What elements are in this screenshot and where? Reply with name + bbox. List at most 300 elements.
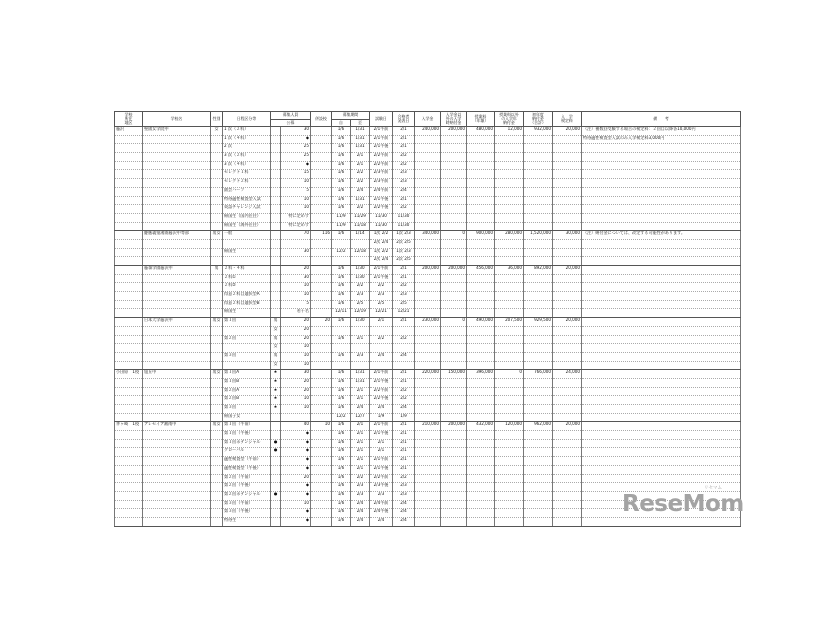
cell-region — [115, 335, 143, 344]
cell-tuition — [467, 274, 495, 283]
cell-school — [143, 500, 211, 509]
cell-sex-mark — [271, 231, 281, 240]
cell-period-to: 2/3 — [351, 491, 370, 500]
cell-exam-date: 2/2午前 — [370, 153, 393, 162]
cell-tuition-other — [495, 387, 524, 396]
cell-recruit-public: 10 — [281, 196, 311, 205]
cell-exam-fee — [553, 326, 582, 335]
cell-sex-mark — [271, 283, 281, 292]
cell-first-year — [524, 352, 553, 361]
cell-tuition — [467, 257, 495, 266]
cell-tuition-other: 120,000 — [495, 422, 524, 431]
cell-period-from: 1/6 — [332, 266, 351, 275]
table-row — [115, 213, 741, 222]
cell-announce: 2次 2/5 — [393, 239, 415, 248]
cell-region — [115, 500, 143, 509]
cell-exam-type — [223, 239, 271, 248]
cell-admission-fee — [415, 274, 441, 283]
cell-admission-fee — [415, 457, 441, 466]
cell-notes — [582, 153, 741, 162]
cell-recruit-combined — [311, 170, 332, 179]
cell-tuition-other — [495, 326, 524, 335]
table-row — [115, 239, 741, 248]
cell-other-fee — [441, 500, 467, 509]
cell-exam-fee: 30,000 — [553, 231, 582, 240]
cell-exam-type: 3 次（２科） — [223, 153, 271, 162]
cell-admission-fee — [415, 222, 441, 231]
cell-exam-date: 2/1 — [370, 448, 393, 457]
cell-admission-fee — [415, 465, 441, 474]
cell-announce: 2/3 — [393, 170, 415, 179]
cell-sex-mark — [271, 257, 281, 266]
cell-tuition — [467, 378, 495, 387]
cell-announce: 1次 2/3 — [393, 248, 415, 257]
cell-announce: 2/2 — [393, 396, 415, 405]
cell-exam-fee — [553, 344, 582, 353]
cell-recruit-public: 若干名 — [281, 309, 311, 318]
cell-recruit-combined — [311, 144, 332, 153]
cell-gender — [211, 187, 223, 196]
cell-tuition-other — [495, 361, 524, 370]
cell-region — [115, 474, 143, 483]
cell-notes — [582, 335, 741, 344]
cell-period-to: 1/30 — [351, 274, 370, 283]
cell-exam-type: セレクト１科 — [223, 170, 271, 179]
cell-first-year — [524, 405, 553, 414]
cell-sex-mark — [271, 517, 281, 526]
cell-recruit-public: 70 — [281, 231, 311, 240]
cell-recruit-combined — [311, 283, 332, 292]
cell-tuition — [467, 326, 495, 335]
cell-exam-type: 帰国生 — [223, 309, 271, 318]
cell-exam-date: 2/1午後 — [370, 274, 393, 283]
cell-tuition: 490,000 — [467, 318, 495, 327]
cell-gender — [211, 205, 223, 214]
cell-tuition — [467, 344, 495, 353]
cell-recruit-public: 20 — [281, 378, 311, 387]
cell-announce: 2/5 — [393, 300, 415, 309]
cell-admission-fee — [415, 378, 441, 387]
cell-period-to: 1/31 — [351, 135, 370, 144]
cell-period-from — [332, 257, 351, 266]
cell-admission-fee: 340,000 — [415, 231, 441, 240]
cell-period-to: 1/14 — [351, 231, 370, 240]
cell-exam-date: 2/1午後 — [370, 465, 393, 474]
cell-exam-fee — [553, 500, 582, 509]
cell-period-to: 12/18 — [351, 248, 370, 257]
cell-period-from: 1/6 — [332, 378, 351, 387]
header-tuition: 授業料 （年額） — [467, 112, 495, 127]
cell-period-to: 1/31 — [351, 127, 370, 136]
cell-period-from: 1/6 — [332, 335, 351, 344]
cell-tuition: 900,000 — [467, 231, 495, 240]
cell-recruit-combined — [311, 335, 332, 344]
cell-period-to: 2/1 — [351, 422, 370, 431]
cell-recruit-public — [281, 239, 311, 248]
table-row — [115, 378, 741, 387]
cell-announce: 2/1 — [393, 127, 415, 136]
cell-admission-fee — [415, 335, 441, 344]
cell-recruit-public: 特に定めず — [281, 222, 311, 231]
cell-admission-fee — [415, 509, 441, 518]
cell-sex-mark — [271, 509, 281, 518]
cell-school — [143, 283, 211, 292]
cell-gender: 男女 — [211, 422, 223, 431]
cell-exam-fee — [553, 196, 582, 205]
cell-exam-fee — [553, 352, 582, 361]
cell-exam-type: 第１回A — [223, 370, 271, 379]
cell-exam-type: 2 次 — [223, 144, 271, 153]
cell-recruit-public: 30 — [281, 248, 311, 257]
cell-recruit-combined — [311, 396, 332, 405]
table-row — [115, 222, 741, 231]
cell-exam-fee — [553, 439, 582, 448]
cell-recruit-combined — [311, 266, 332, 275]
cell-gender — [211, 153, 223, 162]
cell-exam-date: 2/1午前 — [370, 127, 393, 136]
cell-notes: （注）複数回受験する場合の検定料：２回目以降各10,000円 — [582, 127, 741, 136]
cell-first-year — [524, 170, 553, 179]
cell-tuition-other — [495, 413, 524, 422]
cell-announce: 2/1 — [393, 465, 415, 474]
cell-other-fee: 150,000 — [441, 370, 467, 379]
cell-region — [115, 300, 143, 309]
cell-sex-mark — [271, 196, 281, 205]
cell-period-from: 1/6 — [332, 231, 351, 240]
cell-exam-date: 2次 2/4 — [370, 239, 393, 248]
cell-exam-fee — [553, 292, 582, 301]
cell-tuition-other — [495, 283, 524, 292]
table-header — [115, 112, 741, 127]
cell-exam-type: 第１回B — [223, 378, 271, 387]
cell-tuition — [467, 431, 495, 440]
cell-sex-mark — [271, 422, 281, 431]
cell-period-to: 2/1 — [351, 335, 370, 344]
cell-other-fee — [441, 135, 467, 144]
cell-gender — [211, 457, 223, 466]
cell-period-from: 1/6 — [332, 187, 351, 196]
cell-gender — [211, 179, 223, 188]
cell-announce: 1次 2/3 — [393, 231, 415, 240]
cell-school — [143, 517, 211, 526]
cell-other-fee — [441, 396, 467, 405]
cell-other-fee — [441, 413, 467, 422]
cell-gender — [211, 326, 223, 335]
cell-exam-date: 2/1午前 — [370, 422, 393, 431]
cell-recruit-public — [281, 257, 311, 266]
cell-school — [143, 213, 211, 222]
cell-exam-date: 2/2午前 — [370, 161, 393, 170]
cell-sex-mark — [271, 292, 281, 301]
cell-exam-type: 第３回（午前） — [223, 500, 271, 509]
cell-region — [115, 283, 143, 292]
table-row — [115, 474, 741, 483]
cell-region — [115, 361, 143, 370]
cell-other-fee — [441, 213, 467, 222]
header-admission-fee: 入学金 — [415, 112, 441, 127]
cell-announce: 2/2 — [393, 335, 415, 344]
cell-exam-date: 2/1午後 — [370, 431, 393, 440]
cell-school — [143, 387, 211, 396]
cell-recruit-public: 25 — [281, 153, 311, 162]
table-row — [115, 309, 741, 318]
cell-tuition-other — [495, 405, 524, 414]
cell-period-to: 2/1 — [351, 457, 370, 466]
cell-notes — [582, 396, 741, 405]
cell-period-to: 1/30 — [351, 266, 370, 275]
cell-admission-fee — [415, 387, 441, 396]
cell-notes — [582, 318, 741, 327]
cell-exam-fee — [553, 491, 582, 500]
cell-period-to: 2/1 — [351, 431, 370, 440]
cell-other-fee: 0 — [441, 231, 467, 240]
cell-period-to: 1/31 — [351, 144, 370, 153]
cell-exam-date: 2/4午前 — [370, 500, 393, 509]
cell-gender — [211, 283, 223, 292]
cell-exam-date: 2/3午前 — [370, 179, 393, 188]
cell-tuition — [467, 309, 495, 318]
logo-text: ReseMom — [622, 491, 744, 517]
cell-tuition — [467, 222, 495, 231]
cell-first-year — [524, 378, 553, 387]
cell-sex-mark: 男 — [271, 352, 281, 361]
cell-sex-mark — [271, 222, 281, 231]
admission-table-sheet — [114, 111, 720, 527]
cell-tuition — [467, 483, 495, 492]
cell-admission-fee — [415, 405, 441, 414]
cell-school — [143, 179, 211, 188]
cell-gender — [211, 361, 223, 370]
cell-first-year — [524, 309, 553, 318]
cell-region — [115, 387, 143, 396]
cell-notes — [582, 431, 741, 440]
cell-recruit-combined — [311, 344, 332, 353]
cell-first-year: 892,000 — [524, 266, 553, 275]
cell-notes — [582, 439, 741, 448]
cell-tuition-other: 280,000 — [495, 231, 524, 240]
header-first-year: 初年度 納付金 （合計） — [524, 112, 553, 127]
cell-exam-date: 2/2午後 — [370, 396, 393, 405]
cell-period-to: 2/2 — [351, 205, 370, 214]
cell-school — [143, 509, 211, 518]
cell-school — [143, 144, 211, 153]
cell-first-year — [524, 274, 553, 283]
cell-other-fee — [441, 326, 467, 335]
cell-tuition — [467, 161, 495, 170]
cell-sex-mark — [271, 135, 281, 144]
cell-other-fee — [441, 187, 467, 196]
cell-recruit-public: ◆ — [281, 509, 311, 518]
cell-exam-date: 1次 2/2 — [370, 231, 393, 240]
cell-announce: 2/1 — [393, 135, 415, 144]
cell-region — [115, 344, 143, 353]
cell-exam-fee — [553, 509, 582, 518]
cell-tuition: 432,000 — [467, 422, 495, 431]
cell-announce: 11/30 — [393, 222, 415, 231]
cell-exam-type: セレクト２科 — [223, 179, 271, 188]
cell-recruit-public: 5 — [281, 300, 311, 309]
cell-first-year — [524, 144, 553, 153]
cell-other-fee — [441, 170, 467, 179]
cell-exam-date — [370, 361, 393, 370]
cell-period-to: 2/2 — [351, 474, 370, 483]
cell-gender — [211, 213, 223, 222]
cell-first-year — [524, 205, 553, 214]
cell-recruit-combined — [311, 153, 332, 162]
cell-tuition-other — [495, 161, 524, 170]
cell-first-year: 929,500 — [524, 318, 553, 327]
cell-recruit-combined — [311, 474, 332, 483]
cell-school — [143, 170, 211, 179]
cell-exam-fee — [553, 335, 582, 344]
cell-exam-date: 2/1午後 — [370, 196, 393, 205]
cell-first-year — [524, 257, 553, 266]
cell-exam-date: 11/30 — [370, 222, 393, 231]
cell-period-to: 2/4 — [351, 500, 370, 509]
cell-school — [143, 153, 211, 162]
cell-other-fee — [441, 248, 467, 257]
cell-exam-type: 第３回（午後） — [223, 509, 271, 518]
cell-region — [115, 509, 143, 518]
header-notes: 備 考 — [582, 112, 741, 127]
cell-announce: 2/4 — [393, 517, 415, 526]
cell-announce: 2/2 — [393, 474, 415, 483]
header-period-group: 募集期間 — [332, 112, 370, 120]
cell-recruit-public: ◆ — [281, 439, 311, 448]
cell-tuition — [467, 439, 495, 448]
cell-period-from: 1/6 — [332, 448, 351, 457]
cell-first-year — [524, 344, 553, 353]
cell-period-from: 1/6 — [332, 205, 351, 214]
cell-other-fee — [441, 205, 467, 214]
cell-first-year — [524, 292, 553, 301]
cell-exam-type: 一般 — [223, 231, 271, 240]
cell-region — [115, 170, 143, 179]
cell-recruit-public: 5 — [281, 187, 311, 196]
table-row — [115, 231, 741, 240]
cell-school — [143, 257, 211, 266]
cell-recruit-combined — [311, 274, 332, 283]
cell-period-to — [351, 361, 370, 370]
cell-tuition — [467, 292, 495, 301]
cell-recruit-combined — [311, 431, 332, 440]
cell-announce: 2/1 — [393, 266, 415, 275]
cell-period-from: 1/6 — [332, 405, 351, 414]
cell-tuition — [467, 405, 495, 414]
cell-recruit-public: 30 — [281, 127, 311, 136]
cell-tuition — [467, 509, 495, 518]
cell-exam-fee — [553, 144, 582, 153]
cell-region — [115, 318, 143, 327]
cell-announce: 2/2 — [393, 283, 415, 292]
cell-exam-type: 適性検査型（午後） — [223, 465, 271, 474]
cell-sex-mark — [271, 300, 281, 309]
cell-sex-mark: ★ — [271, 405, 281, 414]
cell-other-fee — [441, 292, 467, 301]
cell-exam-fee — [553, 361, 582, 370]
cell-exam-fee — [553, 387, 582, 396]
cell-period-from: 1/6 — [332, 474, 351, 483]
cell-region — [115, 326, 143, 335]
cell-school — [143, 222, 211, 231]
cell-admission-fee — [415, 439, 441, 448]
cell-announce: 2/4 — [393, 500, 415, 509]
cell-notes — [582, 326, 741, 335]
cell-tuition-other — [495, 196, 524, 205]
cell-first-year — [524, 439, 553, 448]
header-announce: 合格者 発表日 — [393, 112, 415, 127]
cell-sex-mark: 女 — [271, 361, 281, 370]
cell-exam-fee — [553, 431, 582, 440]
cell-tuition — [467, 300, 495, 309]
cell-tuition-other — [495, 187, 524, 196]
cell-period-to: 11/18 — [351, 222, 370, 231]
cell-region — [115, 378, 143, 387]
table-row — [115, 370, 741, 379]
cell-notes — [582, 457, 741, 466]
cell-other-fee — [441, 144, 467, 153]
cell-first-year — [524, 361, 553, 370]
cell-exam-date — [370, 344, 393, 353]
cell-exam-type: 第２回 — [223, 335, 271, 344]
cell-tuition-other — [495, 274, 524, 283]
cell-exam-fee — [553, 474, 582, 483]
cell-period-from: 1/6 — [332, 318, 351, 327]
cell-exam-date: 2/4 — [370, 517, 393, 526]
cell-announce: 2/1 — [393, 457, 415, 466]
table-row — [115, 205, 741, 214]
cell-exam-type: 第２回A — [223, 387, 271, 396]
cell-sex-mark: ★ — [271, 370, 281, 379]
cell-sex-mark — [271, 239, 281, 248]
cell-recruit-combined — [311, 448, 332, 457]
cell-gender — [211, 161, 223, 170]
cell-period-from: 1/6 — [332, 517, 351, 526]
cell-school: 旭丘中 — [143, 370, 211, 379]
cell-recruit-public: ◆ — [281, 465, 311, 474]
cell-region — [115, 135, 143, 144]
cell-tuition — [467, 135, 495, 144]
cell-region — [115, 153, 143, 162]
cell-other-fee — [441, 274, 467, 283]
cell-period-to: 2/1 — [351, 439, 370, 448]
cell-gender — [211, 344, 223, 353]
cell-exam-date: 2/3 — [370, 292, 393, 301]
cell-first-year: 1,520,000 — [524, 231, 553, 240]
cell-announce: 2次 2/5 — [393, 257, 415, 266]
cell-region — [115, 483, 143, 492]
cell-announce: 11/30 — [393, 213, 415, 222]
cell-recruit-combined — [311, 413, 332, 422]
cell-gender — [211, 413, 223, 422]
cell-recruit-combined — [311, 361, 332, 370]
cell-period-from: 1/6 — [332, 491, 351, 500]
cell-exam-fee — [553, 517, 582, 526]
cell-admission-fee — [415, 344, 441, 353]
cell-region — [115, 465, 143, 474]
cell-period-to: 2/3 — [351, 292, 370, 301]
header-exam-fee: 入 学 検定料 — [553, 112, 582, 127]
cell-exam-date: 11/30 — [370, 213, 393, 222]
cell-admission-fee — [415, 161, 441, 170]
cell-recruit-public: 10 — [281, 396, 311, 405]
cell-notes — [582, 361, 741, 370]
cell-exam-date: 2/2午前 — [370, 474, 393, 483]
cell-recruit-combined — [311, 500, 332, 509]
cell-recruit-combined — [311, 187, 332, 196]
cell-school — [143, 474, 211, 483]
cell-tuition — [467, 361, 495, 370]
